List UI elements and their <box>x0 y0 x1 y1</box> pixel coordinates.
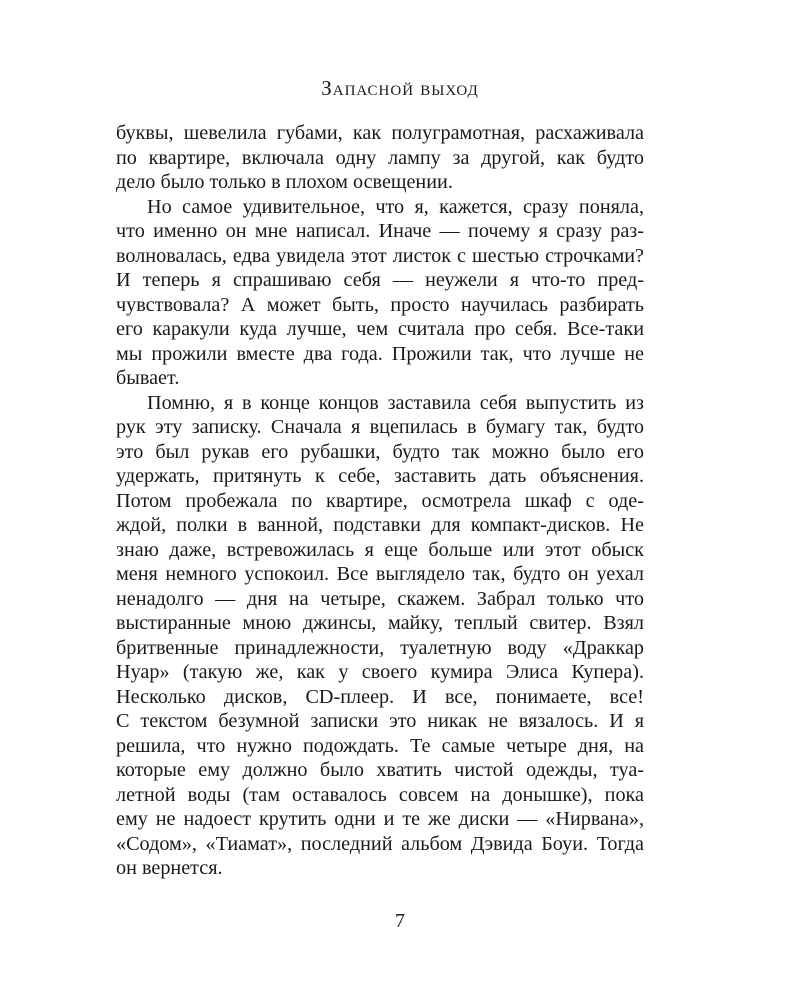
text-line: «Содом», «Тиамат», последний альбом Дэвида Боуи. Тогда <box>116 832 644 855</box>
text-line: ждой, полки в ванной, подставки для компакт-дисков. Не <box>116 514 644 536</box>
text-line: ему не надоест крутить одни и те же диски — «Нирвана», <box>116 808 644 830</box>
text-line: Потом пробежала по квартире, осмотрела шкаф с оде- <box>116 489 644 512</box>
text-line: ненадолго — дня на четыре, скажем. Забрал только что <box>116 587 644 610</box>
text-line: знаю даже, встревожилась я еще больше или этот обыск <box>116 538 644 561</box>
running-head: Запасной выход <box>321 76 479 100</box>
text-line: Несколько дисков, CD-плеер. И все, понимаете, все! <box>116 685 644 708</box>
text-line: это был рукав его рубашки, будто так можно было его <box>116 440 644 463</box>
text-line: решила, что нужно подождать. Те самые четыре дня, на <box>116 734 644 757</box>
text-line: что именно он мне написал. Иначе — почему я сразу раз- <box>116 220 644 242</box>
text-line: дело было только в плохом освещении. <box>116 171 453 193</box>
text-line: мы прожили вместе два года. Прожили так, что лучше не <box>116 342 644 365</box>
text-line: Помню, я в конце концов заставила себя выпустить из <box>147 391 644 414</box>
text-line: бывает. <box>116 367 180 389</box>
text-line: чувствовала? А может быть, просто научилась разбирать <box>116 293 644 316</box>
text-line: которые ему должно было хватить чистой одежды, туа- <box>116 759 644 781</box>
text-line: удержать, притянуть к себе, заставить дать объяснения. <box>116 465 644 487</box>
text-line: по квартире, включала одну лампу за другой, как будто <box>116 146 644 169</box>
text-line: Нуар» (такую же, как у своего кумира Элиса Купера). <box>116 661 644 683</box>
text-line: рук эту записку. Сначала я вцепилась в бумагу так, будто <box>116 416 644 438</box>
text-line: волновалась, едва увидела этот листок с шестью строчками? <box>116 244 644 267</box>
text-line: буквы, шевелила губами, как полуграмотная, расхаживала <box>116 122 644 144</box>
text-line: бритвенные принадлежности, туалетную воду «Драккар <box>116 636 644 659</box>
text-line: И теперь я спрашиваю себя — неужели я что-то пред- <box>116 269 644 291</box>
text-line: летной воды (там оставалось совсем на донышке), пока <box>116 783 644 806</box>
text-line: меня немного успокоил. Все выглядело так, будто он уехал <box>116 563 644 585</box>
text-line: он вернется. <box>116 857 223 879</box>
text-line: выстиранные мною джинсы, майку, теплый свитер. Взял <box>116 612 644 634</box>
body-text <box>116 121 644 881</box>
text-line: его каракули куда лучше, чем считала про себя. Все-таки <box>116 318 644 340</box>
text-line: Но самое удивительное, что я, кажется, сразу поняла, <box>147 195 644 218</box>
page-number: 7 <box>395 910 405 932</box>
text-line: С текстом безумной записки это никак не вязалось. И я <box>116 710 644 732</box>
